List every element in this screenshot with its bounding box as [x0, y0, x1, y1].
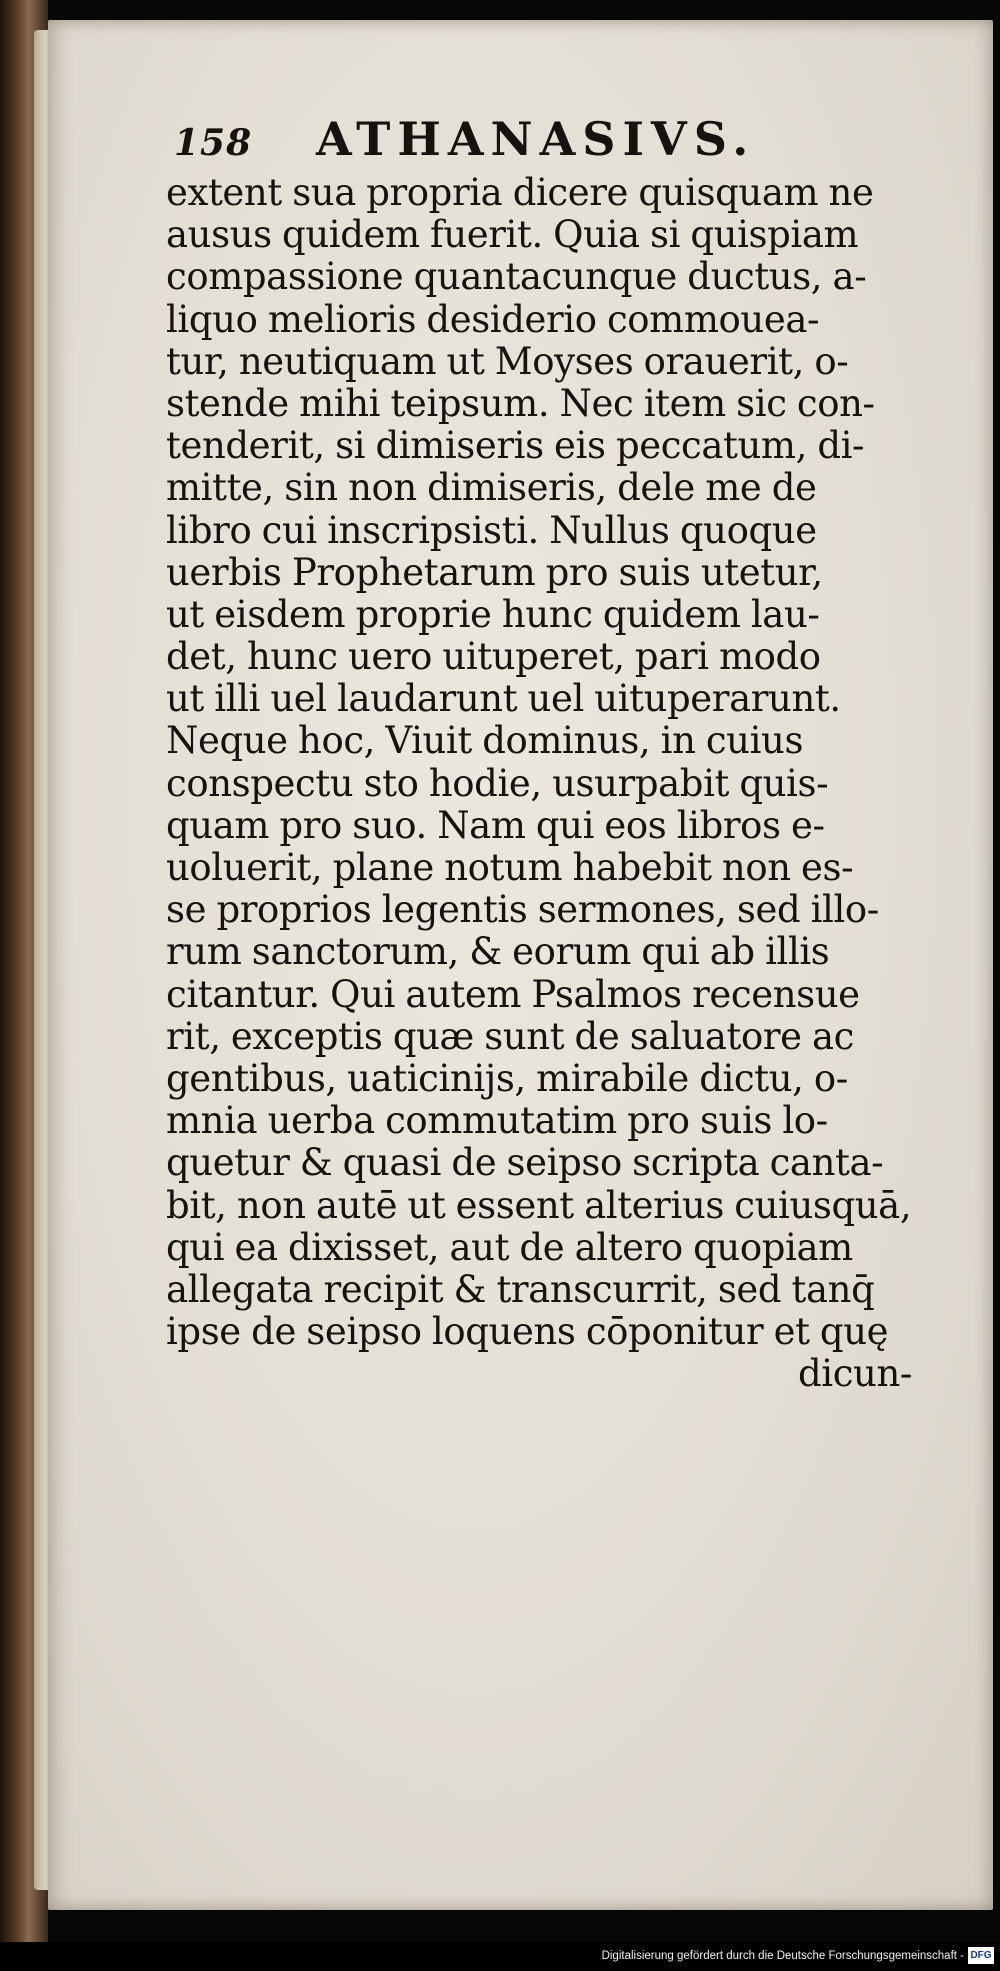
- text-line: allegata recipit & transcurrit, sed tanq̄: [166, 1267, 875, 1311]
- text-line: qui ea dixisset, aut de altero quopiam: [166, 1225, 853, 1269]
- text-line: tur, neutiquam ut Moyses orauerit, o-: [166, 339, 849, 383]
- text-line: compassione quantacunque ductus, a-: [166, 255, 867, 299]
- body-text: [166, 172, 946, 1353]
- dfg-logo: DFG: [968, 1947, 994, 1964]
- text-line: se proprios legentis sermones, sed illo-: [166, 888, 879, 932]
- text-line: gentibus, uaticinijs, mirabile dictu, o-: [166, 1056, 848, 1100]
- text-line: ut eisdem proprie hunc quidem lau-: [166, 592, 820, 636]
- text-line: stende mihi teipsum. Nec item sic con-: [166, 381, 875, 425]
- text-line: mnia uerba commutatim pro suis lo-: [166, 1099, 828, 1143]
- text-line: ipse de seipso loquens cōponitur et quę: [166, 1310, 889, 1354]
- text-line: conspectu sto hodie, usurpabit quis-: [166, 761, 829, 805]
- text-line: quetur & quasi de seipso scripta canta-: [166, 1141, 884, 1185]
- page-text-block: [166, 112, 946, 1395]
- text-line: bit, non autē ut essent alterius cuiusquā,: [166, 1183, 912, 1227]
- text-line: quam pro suo. Nam qui eos libros e-: [166, 803, 825, 847]
- text-line: rit, exceptis quæ sunt de saluatore ac: [166, 1014, 854, 1058]
- text-line: extent sua propria dicere quisquam ne: [166, 171, 874, 214]
- catchword: dicun-: [797, 1352, 912, 1396]
- running-head: ATHANASIVS.: [316, 112, 756, 166]
- text-line: ausus quidem fuerit. Quia si quispiam: [166, 213, 859, 257]
- page-header: [166, 112, 946, 170]
- page-number: 158: [174, 122, 253, 164]
- text-line: citantur. Qui autem Psalmos recensue: [166, 972, 860, 1016]
- text-line: uoluerit, plane notum habebit non es-: [166, 846, 854, 889]
- text-line: liquo melioris desiderio commouea-: [166, 297, 820, 341]
- text-line: uerbis Prophetarum pro suis utetur,: [166, 550, 823, 594]
- text-line: mitte, sin non dimiseris, dele me de: [166, 466, 817, 510]
- text-line: Neque hoc, Viuit dominus, in cuius: [166, 719, 804, 763]
- text-line: tenderit, si dimiseris eis peccatum, di-: [166, 424, 865, 468]
- text-line: rum sanctorum, & eorum qui ab illis: [166, 930, 830, 974]
- text-line: ut illi uel laudarunt uel uituperarunt.: [166, 677, 841, 721]
- text-line: libro cui inscripsisti. Nullus quoque: [166, 508, 817, 552]
- text-line: det, hunc uero uituperet, pari modo: [166, 635, 821, 679]
- digitization-credit: Digitalisierung gefördert durch die Deutsche Forschungsgemeinschaft -: [601, 1950, 964, 1962]
